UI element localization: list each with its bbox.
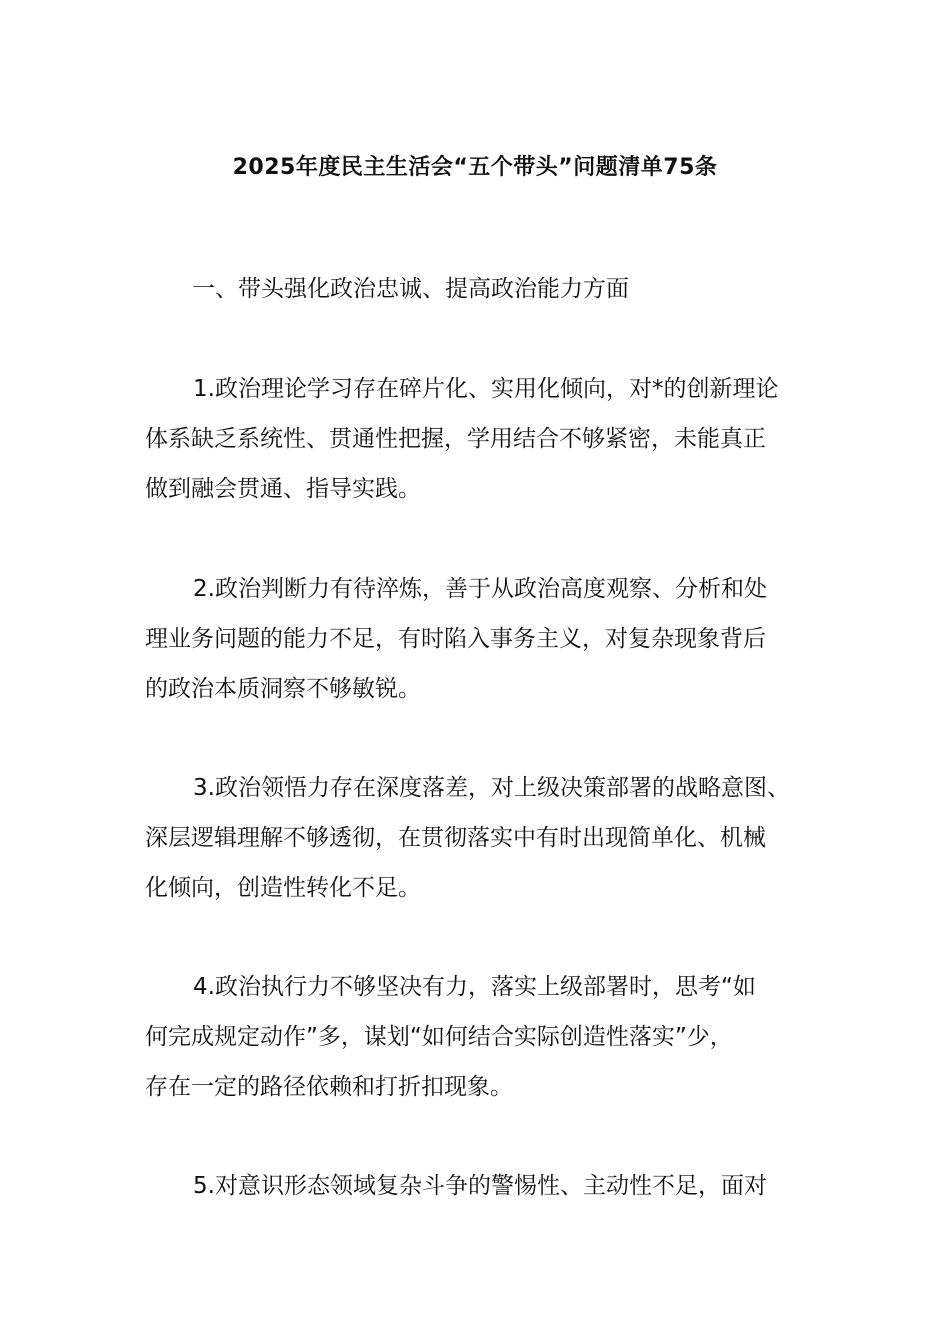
list-item <box>145 1161 810 1211</box>
list-item <box>145 364 810 514</box>
item-line: 2.政治判断力有待淬炼，善于从政治高度观察、分析和处 <box>193 576 767 602</box>
item-line: 3.政治领悟力存在深度落差，对上级决策部署的战略意图、 <box>193 775 790 801</box>
item-line: 存在一定的路径依赖和打折扣现象。 <box>145 1074 513 1100</box>
list-item <box>145 564 810 714</box>
item-line: 的政治本质洞察不够敏锐。 <box>145 676 421 702</box>
item-line: 做到融会贯通、指导实践。 <box>145 476 421 502</box>
item-line: 体系缺乏系统性、贯通性把握，学用结合不够紧密，未能真正 <box>145 426 766 452</box>
section-heading: 一、带头强化政治忠诚、提高政治能力方面 <box>192 276 629 302</box>
item-line: 5.对意识形态领域复杂斗争的警惕性、主动性不足，面对 <box>193 1173 767 1199</box>
item-line: 化倾向，创造性转化不足。 <box>145 875 421 901</box>
document-title: 2025年度民主生活会“五个带头”问题清单75条 <box>232 155 718 180</box>
item-line: 深层逻辑理解不够透彻，在贯彻落实中有时出现简单化、机械 <box>145 825 766 851</box>
list-item <box>145 962 810 1112</box>
list-item <box>145 763 810 913</box>
item-line: 何完成规定动作”多，谋划“如何结合实际创造性落实”少， <box>145 1024 733 1050</box>
item-line: 1.政治理论学习存在碎片化、实用化倾向，对*的创新理论 <box>193 376 779 402</box>
item-line: 理业务问题的能力不足，有时陷入事务主义，对复杂现象背后 <box>145 626 766 652</box>
item-line: 4.政治执行力不够坚决有力，落实上级部署时，思考“如 <box>193 974 756 1000</box>
